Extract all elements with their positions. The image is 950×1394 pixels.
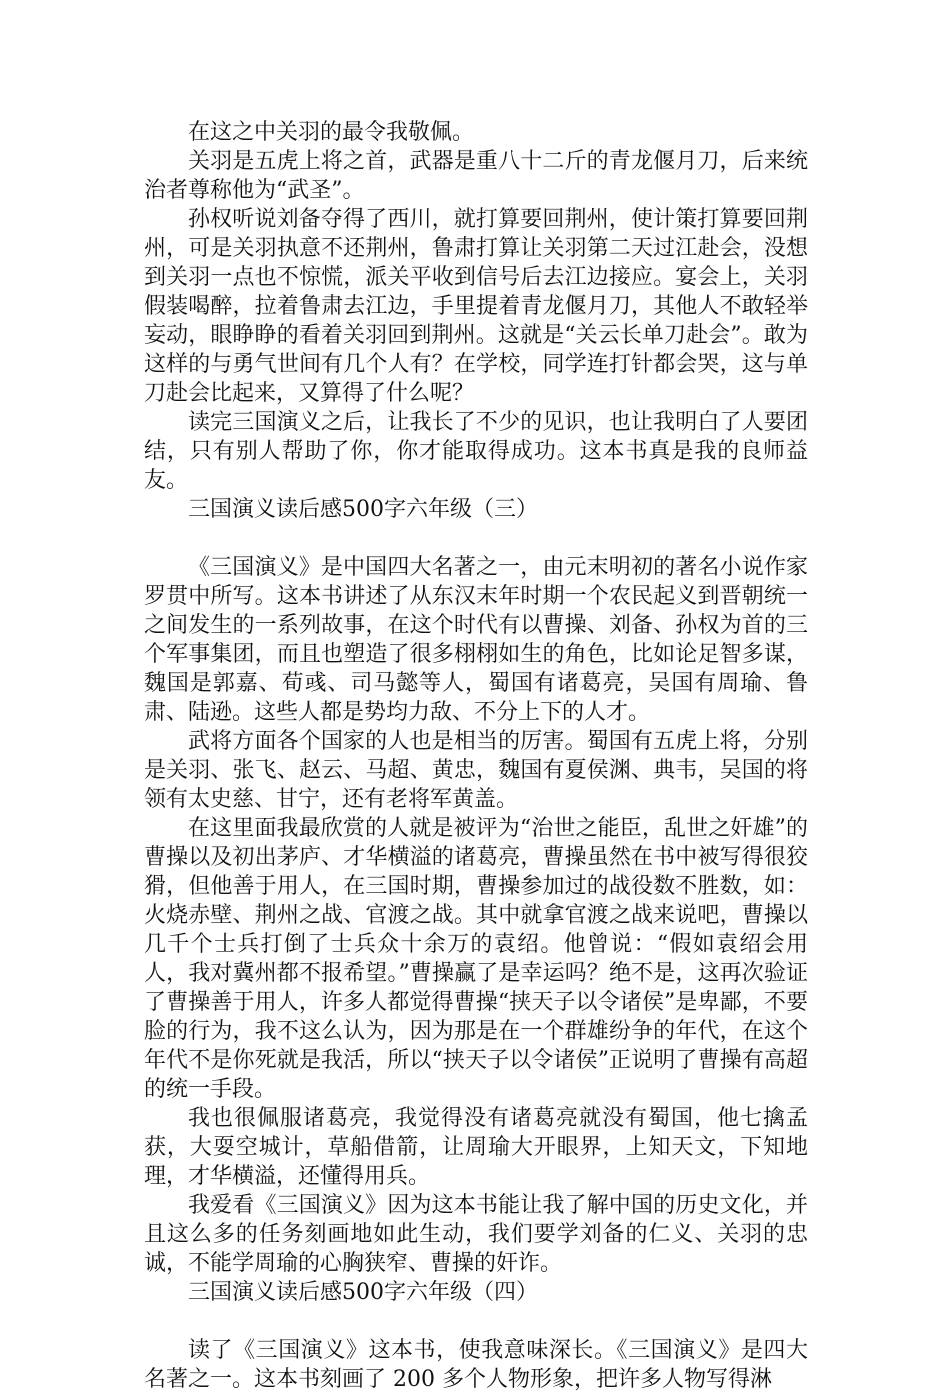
section-heading-four: 三国演义读后感500字六年级（四）	[188, 1280, 538, 1305]
paragraph-why-i-love: 我爱看《三国演义》因为这本书能让我了解中国的历史文化，并且这么多的任务刻画地如此生动，我们要学刘备的仁义、关羽的忠诚，不能学周瑜的心胸狭窄、曹操的奸诈。	[144, 1193, 808, 1276]
paragraph-conclusion: 读完三国演义之后，让我长了不少的见识，也让我明白了人要团结，只有别人帮助了你，你才能取得成功。这本书真是我的良师益友。	[144, 410, 808, 493]
paragraph-book-intro: 《三国演义》是中国四大名著之一，由元末明初的著名小说作家罗贯中所写。这本书讲述了从东汉末年时期一个农民起义到晋朝统一之间发生的一系列故事，在这个时代有以曹操、刘备、孙权为首的三个军事集团，而且也塑造了很多栩栩如生的角色，比如论足智多谋，魏国是郭嘉、荀彧、司马懿等人，蜀国有诸葛亮，吴国有周瑜、鲁肃、陆逊。这些人都是势均力敌、不分上下的人才。	[144, 555, 808, 725]
blank-line	[144, 1307, 808, 1336]
paragraph-caocao: 在这里面我最欣赏的人就是被评为“治世之能臣，乱世之奸雄”的曹操以及初出茅庐、才华横溢的诸葛亮，曹操虽然在书中被写得很狡猾，但他善于用人，在三国时期，曹操参加过的战役数不胜数，如：火烧赤壁、荆州之战、官渡之战。其中就拿官渡之战来说吧，曹操以几千个士兵打倒了士兵众十余万的袁绍。他曾说：“假如袁绍会用人，我对冀州都不报希望。”曹操赢了是幸运吗？绝不是，这再次验证了曹操善于用人，许多人都觉得曹操“挟天子以令诸侯”是卑鄙，不要脸的行为，我不这么认为，因为那是在一个群雄纷争的年代，在这个年代不是你死就是我活，所以“挟天子以令诸侯”正说明了曹操有高超的统一手段。	[144, 816, 808, 1102]
paragraph-single-sword-meeting: 孙权听说刘备夺得了西川，就打算要回荆州，使计策打算要回荆州，可是关羽执意不还荆州，鲁肃打算让关羽第二天过江赴会，没想到关羽一点也不惊慌，派关平收到信号后去江边接应。宴会上，关羽假装喝醉，拉着鲁肃去江边，手里提着青龙偃月刀，其他人不敢轻举妄动，眼睁睁的看着关羽回到荆州。这就是“关云长单刀赴会”。敢为这样的与勇气世间有几个人有？在学校，同学连打针都会哭，这与单刀赴会比起来，又算得了什么呢？	[144, 207, 808, 406]
paragraph-essay-four-start: 读了《三国演义》这本书，使我意味深长。《三国演义》是四大名著之一。这本书刻画了 200 多个人物形象，把许多人物写得淋	[144, 1338, 808, 1392]
section-heading-three: 三国演义读后感500字六年级（三）	[188, 497, 538, 522]
document-body	[144, 118, 808, 1394]
paragraph-generals: 武将方面各个国家的人也是相当的厉害。蜀国有五虎上将，分别是关羽、张飞、赵云、马超、黄忠，魏国有夏侯渊、典韦，吴国的将领有太史慈、甘宁，还有老将军黄盖。	[144, 729, 808, 812]
paragraph-zhugeliang: 我也很佩服诸葛亮，我觉得没有诸葛亮就没有蜀国，他七擒孟获，大耍空城计，草船借箭，让周瑜大开眼界，上知天文，下知地理，才华横溢，还懂得用兵。	[144, 1106, 808, 1189]
blank-line	[144, 524, 808, 553]
paragraph-guanyu-intro: 在这之中关羽的最令我敬佩。	[188, 120, 475, 145]
paragraph-guanyu-weapon: 关羽是五虎上将之首，武器是重八十二斤的青龙偃月刀，后来统治者尊称他为“武圣”。	[144, 149, 808, 203]
